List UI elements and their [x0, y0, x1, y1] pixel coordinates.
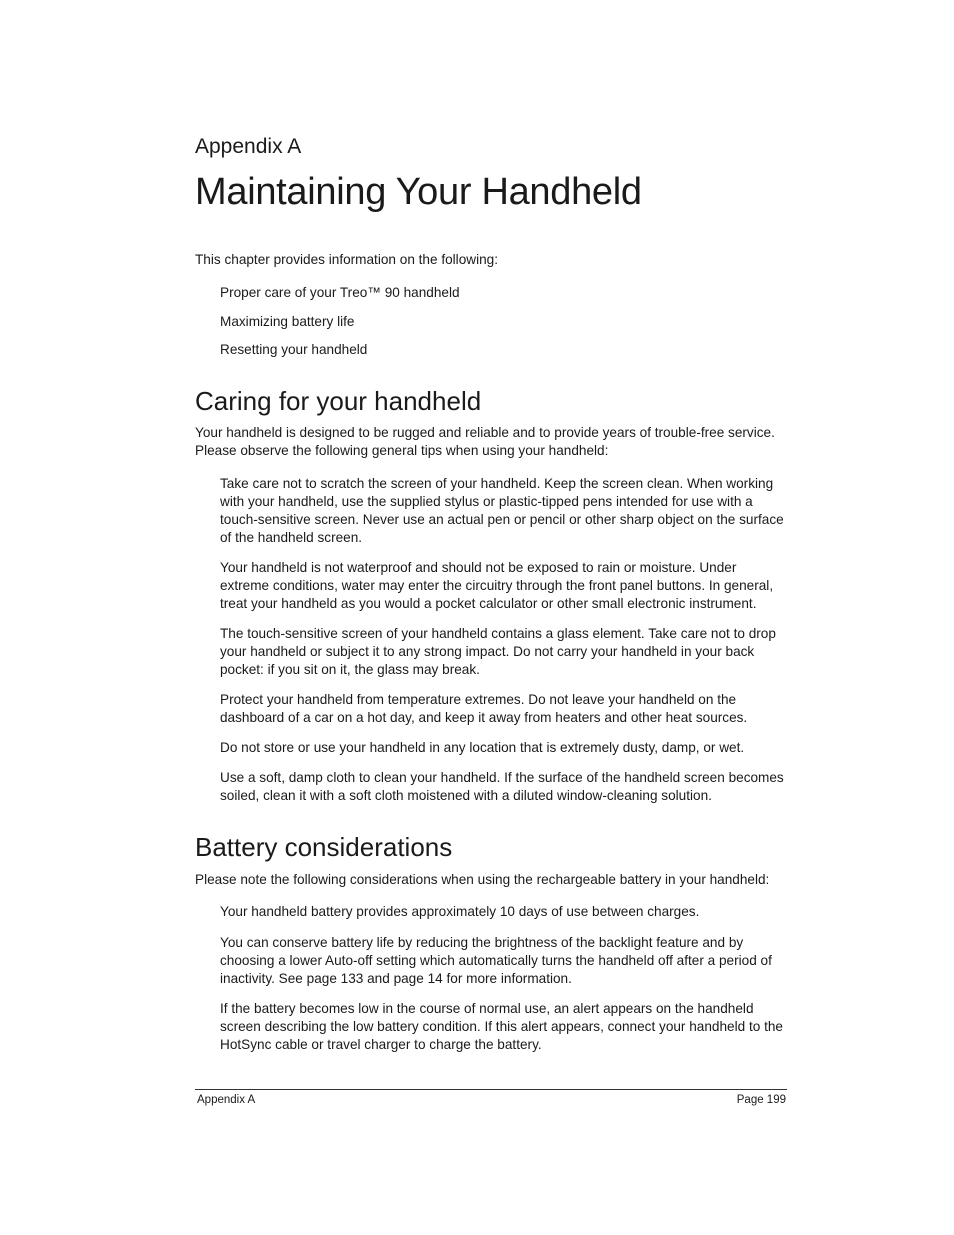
footer-section-label: Appendix A [197, 1094, 256, 1106]
list-item: Your handheld battery provides approximately 10 days of use between charges. [220, 904, 700, 919]
list-item: Your handheld is not waterproof and should not be exposed to rain or moisture. Under extreme conditions, water may enter the circuitry through the front panel buttons. In general, treat your handheld as you would a pocket calculator or other small electronic instrument. [220, 560, 774, 611]
list-item: Do not store or use your handheld in any location that is extremely dusty, damp, or wet. [220, 740, 745, 755]
list-item: Proper care of your Treo™ 90 handheld [220, 285, 460, 300]
list-item: Resetting your handheld [220, 342, 368, 357]
list-item: Use a soft, damp cloth to clean your handheld. If the surface of the handheld screen becomes soiled, clean it with a soft cloth moistened with a diluted window-cleaning solution. [220, 770, 784, 803]
caring-intro-text: Your handheld is designed to be rugged and reliable and to provide years of trouble-free service. Please observe the following general tips when using your handheld: [195, 425, 775, 458]
list-item: Maximizing battery life [220, 313, 355, 329]
section-heading-caring: Caring for your handheld [195, 386, 482, 416]
list-item: The touch-sensitive screen of your handheld contains a glass element. Take care not to drop your handheld or subject it to any strong impact. Do not carry your handheld in your back pocket: if you sit on it, the glass may break. [220, 626, 776, 677]
footer-page-number: Page 199 [736, 1094, 786, 1106]
list-item: If the battery becomes low in the course of normal use, an alert appears on the handheld screen describing the low battery condition. If this alert appears, connect your handheld to the HotSync cable or travel charger to charge the battery. [220, 1001, 783, 1052]
appendix-label: Appendix A [195, 135, 302, 158]
document-page [195, 0, 787, 1235]
footer-divider [195, 1089, 787, 1090]
list-item: Protect your handheld from temperature extremes. Do not leave your handheld on the dashboard of a car on a hot day, and keep it away from heaters and other heat sources. [220, 692, 748, 725]
caring-tips-list [220, 475, 787, 817]
battery-tips-list [220, 903, 787, 1067]
page-title: Maintaining Your Handheld [195, 171, 642, 213]
intro-list [220, 284, 460, 370]
list-item: You can conserve battery life by reducing the brightness of the backlight feature and by choosing a lower Auto-off setting which automatically turns the handheld off after a period of inactivity. See page 133 and page 14 for more information. [220, 934, 772, 986]
list-item: Take care not to scratch the screen of your handheld. Keep the screen clean. When working with your handheld, use the supplied stylus or plastic-tipped pens intended for use with a touch-sensitive screen. Never use an actual pen or pencil or other sharp object on the surface of the handheld screen. [220, 476, 784, 545]
intro-text: This chapter provides information on the following: [195, 252, 498, 267]
battery-intro-text: Please note the following considerations when using the rechargeable battery in your handheld: [195, 872, 770, 887]
section-heading-battery: Battery considerations [195, 832, 453, 862]
